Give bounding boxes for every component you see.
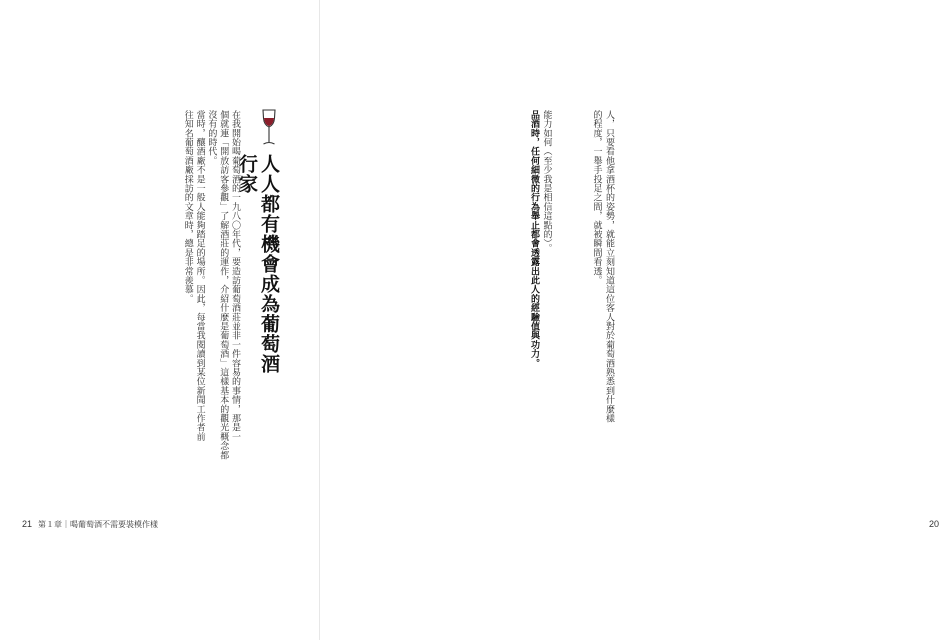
text-column xyxy=(157,110,169,450)
text-column: 品酒時，任何細微的行為舉止都會透露出此人的經驗值與功力。 xyxy=(529,110,539,368)
text-column: 能力如何（至少我是相信這點的）。 xyxy=(541,110,552,253)
text-column: 人，只要看他拿酒杯的姿勢，就能立刻知道這位客人對於葡萄酒熟悉到什麼樣 xyxy=(604,110,614,423)
page-number-left: 21 xyxy=(22,519,33,529)
text-column: 往知名葡萄酒廠採訪的文章時，總是非常羨慕。 xyxy=(182,110,193,304)
text-column xyxy=(146,110,158,450)
right-page xyxy=(320,0,939,640)
text-column xyxy=(464,110,477,450)
running-head: 第１章｜喝葡萄酒不需要裝模作樣 xyxy=(38,520,158,529)
text-column xyxy=(39,110,51,450)
text-column xyxy=(377,110,390,450)
text-column xyxy=(63,110,75,450)
wine-glass-icon xyxy=(258,108,280,148)
text-column xyxy=(414,110,427,450)
text-column: 當時，釀酒廠不是一般人能夠踏足的場所。因此，每當我閱讀到某位新聞工作者前 xyxy=(194,110,205,442)
text-column xyxy=(427,110,440,450)
text-column: 個就連「開放訪客參觀」了解酒莊的運作，介紹什麼是葡萄酒」這樣基本的觀光概念都 xyxy=(218,110,229,460)
text-column xyxy=(134,110,146,450)
text-column: 沒有的時代。 xyxy=(206,110,217,166)
text-column xyxy=(28,110,40,450)
left-page-body xyxy=(28,110,240,460)
left-page xyxy=(0,0,320,640)
text-column xyxy=(577,110,590,450)
text-column xyxy=(87,110,99,450)
text-column: 的程度，一舉手投足之間，就被瞬間看透。 xyxy=(591,110,602,285)
text-column xyxy=(98,110,110,450)
chapter-heading xyxy=(236,108,280,378)
text-column xyxy=(402,110,415,450)
text-column xyxy=(51,110,63,450)
text-column xyxy=(552,110,565,450)
text-column xyxy=(452,110,465,450)
text-column xyxy=(564,110,577,450)
text-column xyxy=(364,110,377,450)
right-page-body xyxy=(364,110,614,450)
page-number-right: 20 xyxy=(929,519,939,529)
text-column: 在我開始喝葡萄酒的一九八〇年代，要造訪葡萄酒莊並非一件容易的事情，那是一 xyxy=(229,110,240,442)
text-column xyxy=(110,110,122,450)
text-column xyxy=(502,110,515,450)
text-column xyxy=(389,110,402,450)
text-column xyxy=(514,110,527,450)
chapter-title: 人人都有機會成為葡萄酒行家 xyxy=(236,154,280,374)
text-column xyxy=(169,110,181,450)
text-column xyxy=(122,110,134,450)
text-column xyxy=(75,110,87,450)
text-column xyxy=(489,110,502,450)
text-column xyxy=(439,110,452,450)
text-column xyxy=(477,110,490,450)
